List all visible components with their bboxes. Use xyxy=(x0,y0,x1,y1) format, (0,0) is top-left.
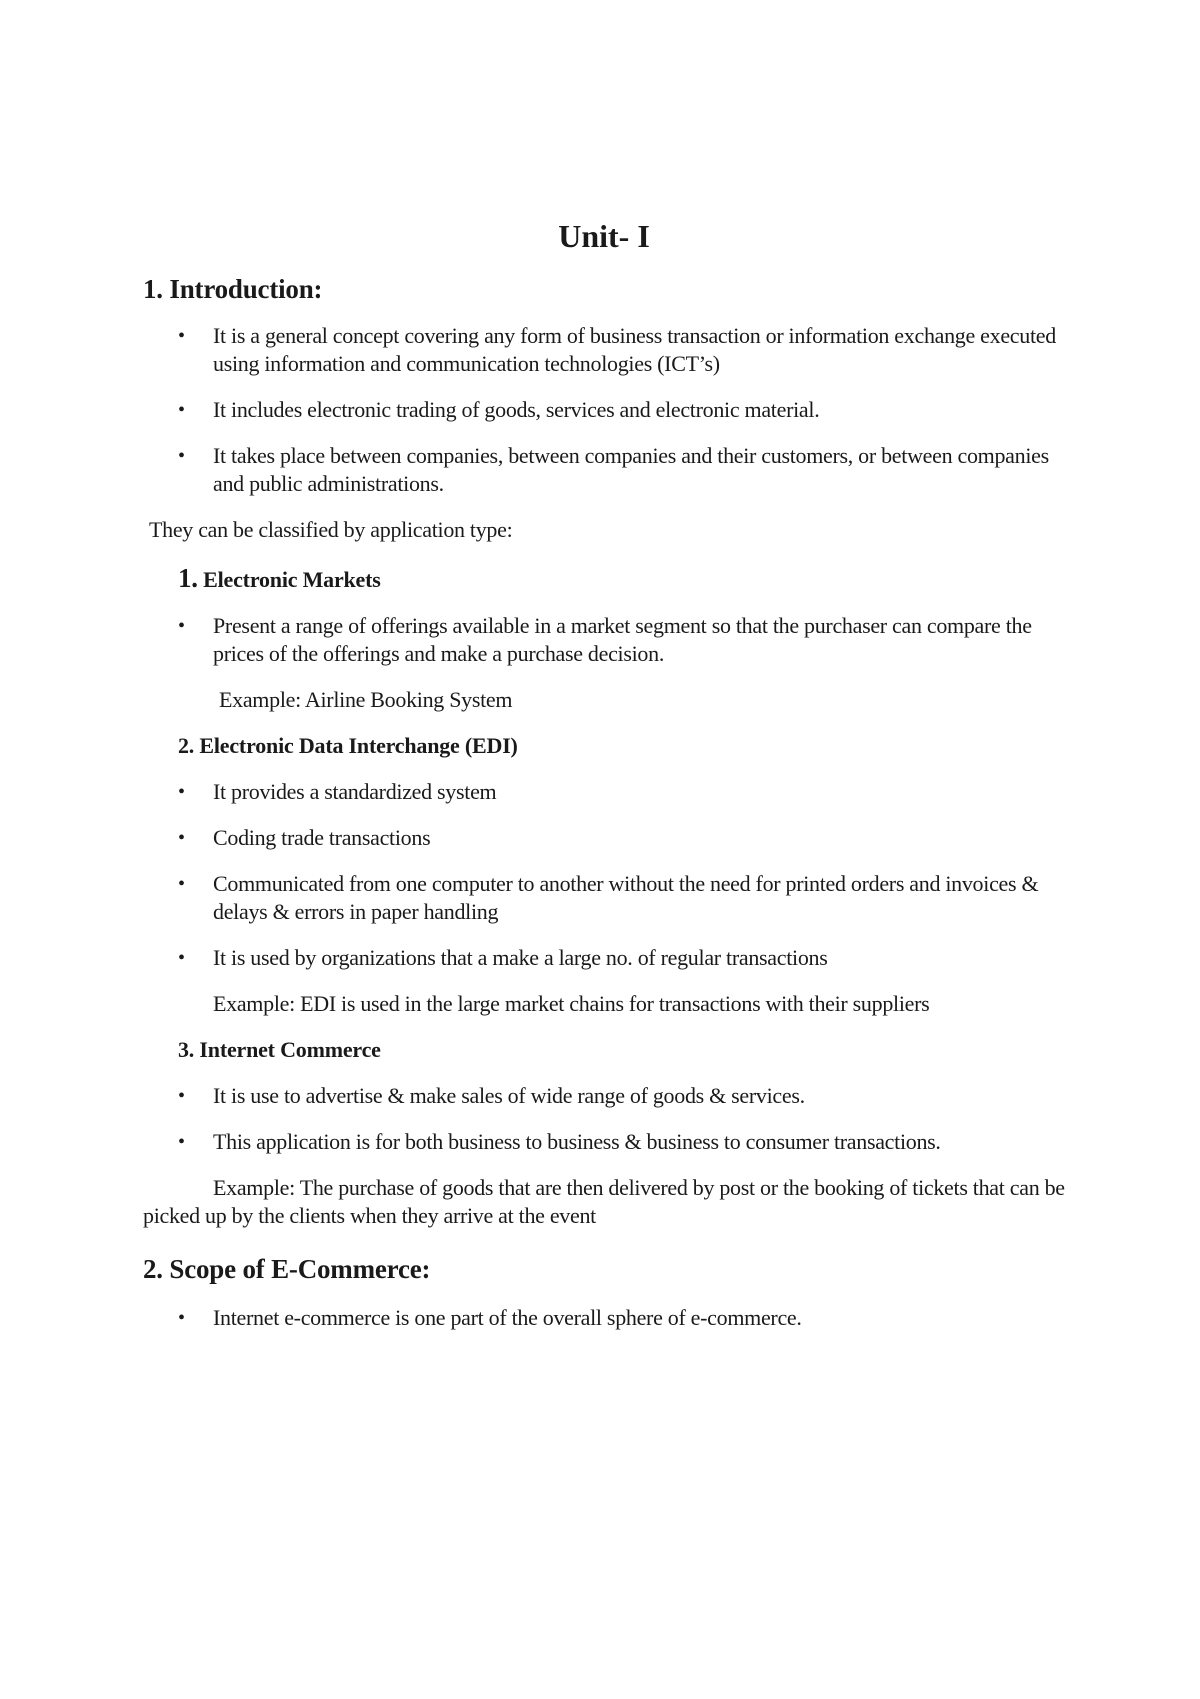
list-item: • Internet e-commerce is one part of the overall sphere of e-commerce. xyxy=(178,1305,802,1330)
internet-commerce-bullet-list xyxy=(143,1082,1073,1156)
bullet-icon: • xyxy=(178,873,185,895)
section-heading-scope: 2. Scope of E-Commerce: xyxy=(143,1254,431,1284)
list-item: • It provides a standardized system xyxy=(178,779,497,804)
bullet-icon: • xyxy=(178,947,185,969)
list-item: • Present a range of offerings available in a market segment so that the purchaser can compare the prices of the offerings and make a purchase decision. xyxy=(178,613,1032,666)
bullet-icon: • xyxy=(178,325,185,347)
list-item: • It is use to advertise & make sales of wide range of goods & services. xyxy=(178,1083,805,1108)
list-item: • It is a general concept covering any form of business transaction or information exchange executed using information and communication technologies (ICT’s) xyxy=(178,323,1056,376)
list-item: • Coding trade transactions xyxy=(178,825,431,850)
scope-bullet-list xyxy=(143,1304,1073,1332)
bullet-icon: • xyxy=(178,1085,185,1107)
electronic-markets-bullet-list xyxy=(143,612,1073,668)
bullet-icon: • xyxy=(178,399,185,421)
section-heading-introduction: 1. Introduction: xyxy=(143,274,323,304)
list-item: • This application is for both business to business & business to consumer transactions. xyxy=(178,1129,941,1154)
bullet-icon: • xyxy=(178,781,185,803)
bullet-icon: • xyxy=(178,615,185,637)
example-electronic-markets: Example: Airline Booking System xyxy=(219,687,513,712)
subheading-internet-commerce: 3. Internet Commerce xyxy=(178,1037,381,1062)
classification-intro: They can be classified by application type: xyxy=(149,517,513,542)
document-body xyxy=(143,272,1073,1350)
example-edi: Example: EDI is used in the large market chains for transactions with their suppliers xyxy=(213,991,930,1016)
list-item: • It takes place between companies, between companies and their customers, or between companies and public administrations. xyxy=(178,443,1049,496)
example-internet-commerce: Example: The purchase of goods that are then delivered by post or the booking of tickets that can be picked up by the clients when they arrive at the event xyxy=(143,1175,1065,1228)
bullet-icon: • xyxy=(178,1131,185,1153)
bullet-icon: • xyxy=(178,445,185,467)
bullet-icon: • xyxy=(178,827,185,849)
list-item: • It includes electronic trading of goods, services and electronic material. xyxy=(178,397,820,422)
unit-title: Unit- I xyxy=(558,218,650,254)
introduction-bullet-list xyxy=(143,322,1073,498)
subheading-electronic-markets: 1. Electronic Markets xyxy=(178,563,381,593)
list-item: • It is used by organizations that a make a large no. of regular transactions xyxy=(178,945,828,970)
list-item: • Communicated from one computer to another without the need for printed orders and invoices & delays & errors in paper handling xyxy=(178,871,1039,924)
subheading-edi: 2. Electronic Data Interchange (EDI) xyxy=(178,733,518,758)
edi-bullet-list xyxy=(143,778,1073,972)
bullet-icon: • xyxy=(178,1307,185,1329)
